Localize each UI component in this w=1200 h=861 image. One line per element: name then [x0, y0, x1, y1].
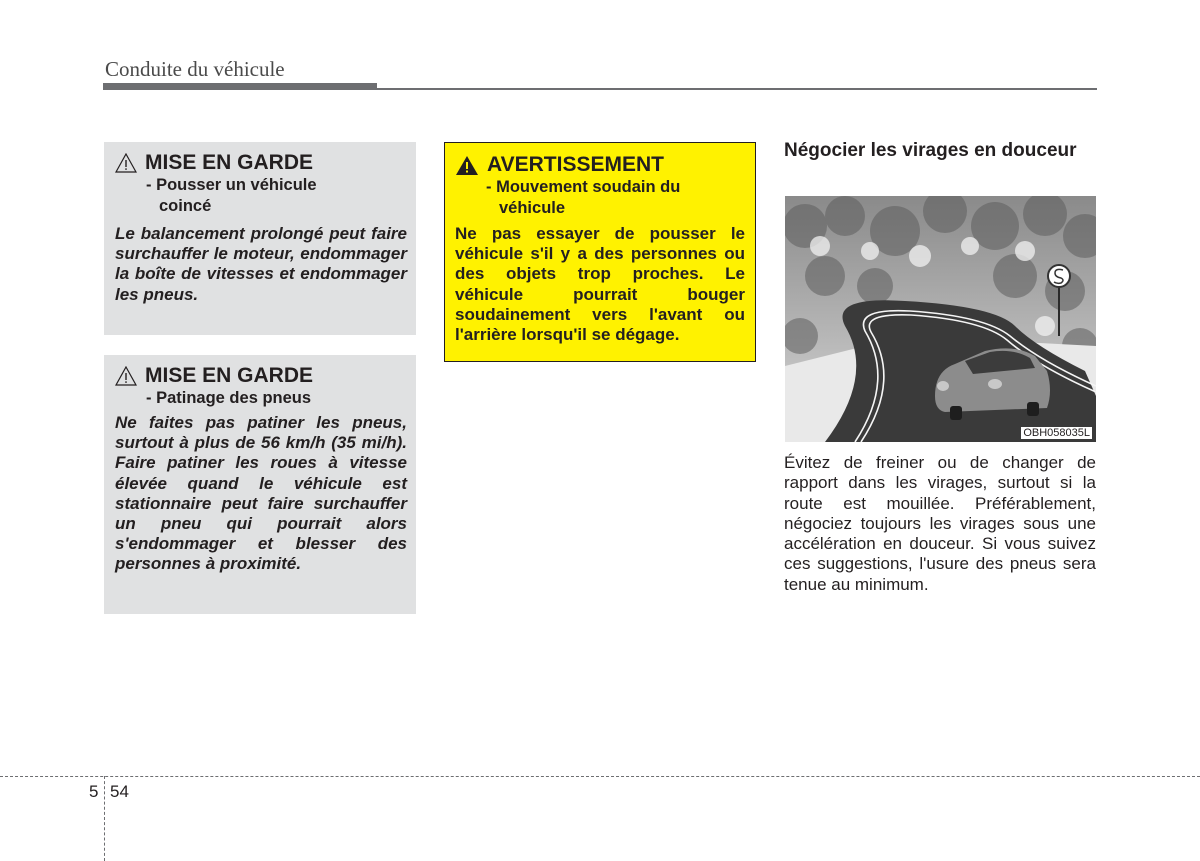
- winding-road-illustration: [785, 196, 1096, 442]
- caution-subtitle-line1: - Pousser un véhicule: [146, 176, 317, 194]
- warning-subtitle-line2: véhicule: [499, 199, 566, 217]
- warning-subtitle-line1: - Mouvement soudain du: [486, 178, 681, 196]
- section-body-text: Évitez de freiner ou de changer de rapport dans les virages, surtout si la route est mouillée. Préférablement, négociez toujours les virages sous une accélération en douceur. Si vous suivez ces suggestions, l'usure des pneus sera tenue au minimum.: [784, 453, 1096, 594]
- footer-rule: [0, 776, 1200, 777]
- caution-subtitle-line1: - Patinage des pneus: [146, 389, 312, 407]
- footer-divider: [104, 776, 105, 861]
- caution-box-pushing-stuck-vehicle: [104, 142, 416, 335]
- caution-triangle-icon: [115, 366, 137, 386]
- caution-subtitle: [115, 388, 407, 409]
- warning-heading-text: AVERTISSEMENT: [487, 153, 664, 176]
- warning-body: Ne pas essayer de pousser le véhicule s'il y a des personnes ou des objets trop proches. Le véhicule pourrait bouger soudainement vers l'avant ou l'arrière lorsqu'il se dégage.: [455, 224, 745, 345]
- warning-heading: [455, 153, 745, 177]
- running-header-title: Conduite du véhicule: [105, 57, 285, 81]
- warning-box-sudden-movement: [444, 142, 756, 362]
- caution-triangle-icon: [115, 153, 137, 173]
- page-number: 54: [110, 782, 129, 801]
- warning-subtitle: [455, 177, 745, 219]
- caution-heading: [115, 364, 407, 388]
- caution-heading-text: MISE EN GARDE: [145, 151, 314, 174]
- caution-heading: [115, 151, 407, 175]
- section-heading: Négocier les virages en douceur: [784, 140, 1077, 161]
- photo-reference-code: OBH058035L: [1023, 427, 1090, 439]
- caution-box-tire-spinning: [104, 355, 416, 614]
- header-rule-thin: [103, 88, 1097, 90]
- caution-heading-text: MISE EN GARDE: [145, 364, 314, 387]
- warning-triangle-icon: [455, 155, 479, 176]
- winding-road-photo: [785, 196, 1096, 442]
- caution-subtitle-line2: coincé: [159, 197, 212, 215]
- chapter-number: 5: [89, 782, 99, 801]
- caution-subtitle: [115, 175, 407, 217]
- caution-body: Ne faites pas patiner les pneus, surtout à plus de 56 km/h (35 mi/h). Faire patiner les roues à vitesse élevée quand le véhicule est stationnaire peut faire surchauffer un pneu qui pourrait alors s'endommager et blesser des personnes à proximité.: [115, 413, 407, 574]
- caution-body: Le balancement prolongé peut faire surchauffer le moteur, endommager la boîte de vitesses et endommager les pneus.: [115, 224, 407, 304]
